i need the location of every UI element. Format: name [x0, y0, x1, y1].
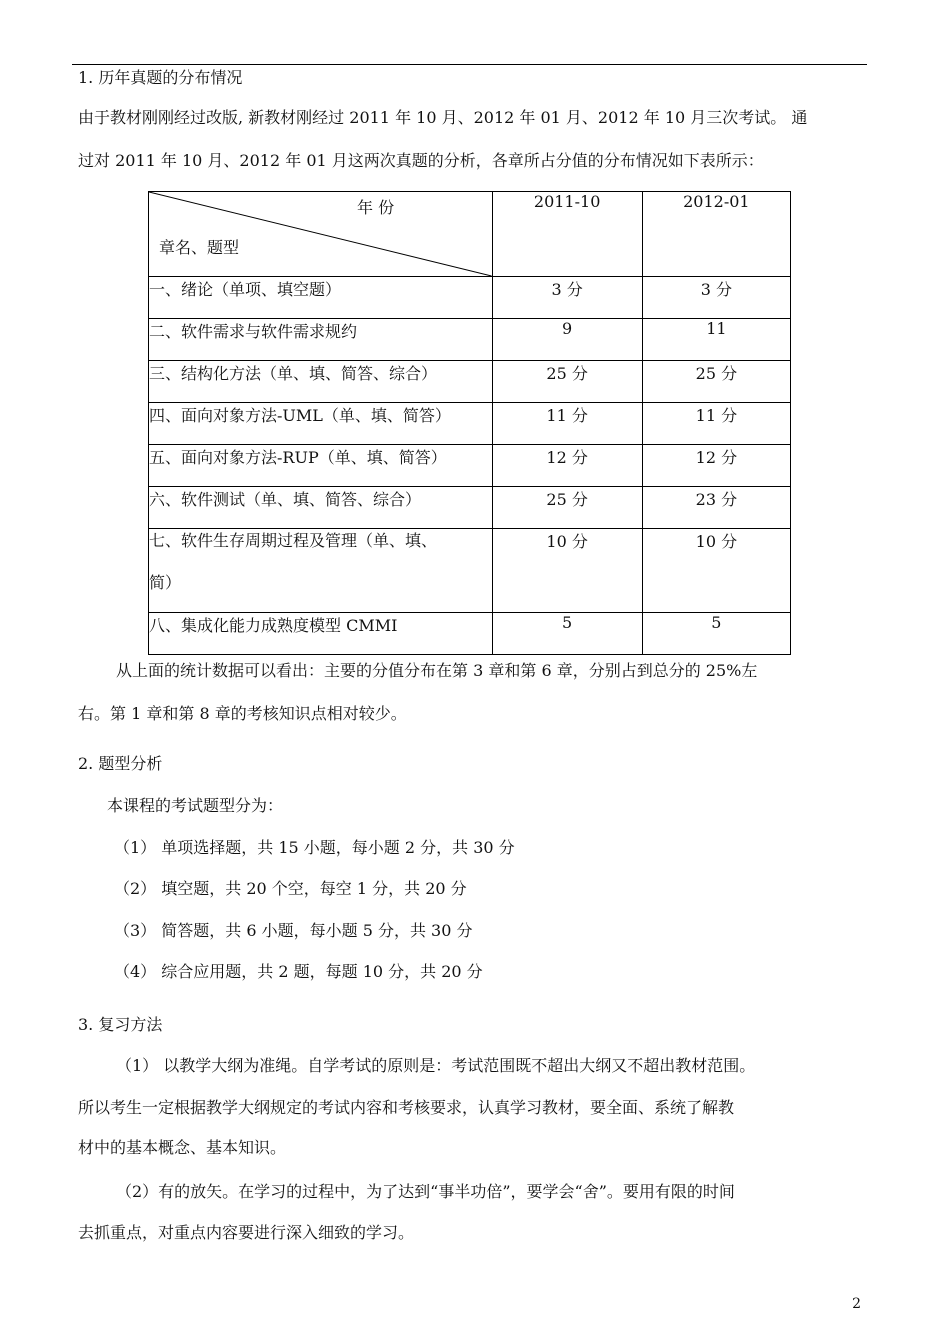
score-cell: 5: [492, 613, 642, 655]
score-cell: 12 分: [642, 445, 790, 487]
score-cell: 10 分: [642, 529, 790, 613]
method-2-line-2: 去抓重点，对重点内容要进行深入细致的学习。: [78, 1223, 415, 1242]
chapter-cell: 四、面向对象方法-UML（单、填、简答）: [149, 403, 493, 445]
header-year-label: 年 份: [357, 198, 395, 217]
score-cell: 9: [492, 319, 642, 361]
chapter-cell: [149, 529, 493, 613]
score-cell: 11 分: [492, 403, 642, 445]
header-chapter-label: 章名、题型: [159, 238, 240, 257]
intro-text-line-1: 由于教材刚刚经过改版, 新教材刚经过 2011 年 10 月、2012 年 01 月、2012 年 10 月三次考试。 通: [78, 108, 808, 127]
question-type-item: （4） 综合应用题，共 2 题，每题 10 分，共 20 分: [114, 962, 483, 981]
score-cell: 12 分: [492, 445, 642, 487]
table-corner-header: [149, 192, 493, 277]
method-2-line-1: （2）有的放矢。在学习的过程中，为了达到“事半功倍”，要学会“舍”。要用有限的时间: [116, 1182, 735, 1201]
chapter-cell: 三、结构化方法（单、填、简答、综合）: [149, 361, 493, 403]
score-cell: 25 分: [642, 361, 790, 403]
method-1-line-2: 所以考生一定根据教学大纲规定的考试内容和考核要求，认真学习教材，要全面、系统了解教: [78, 1098, 735, 1117]
score-cell: 23 分: [642, 487, 790, 529]
score-distribution-table: [148, 191, 791, 655]
summary-line-2: 右。第 1 章和第 8 章的考核知识点相对较少。: [78, 704, 407, 723]
summary-line-1: 从上面的统计数据可以看出：主要的分值分布在第 3 章和第 6 章，分别占到总分的 25%左: [116, 661, 758, 680]
table-row: [149, 319, 791, 361]
chapter-cell-line-1: 七、软件生存周期过程及管理（单、填、: [149, 531, 438, 550]
diagonal-divider: [149, 192, 492, 276]
chapter-cell: 八、集成化能力成熟度模型 CMMI: [149, 613, 493, 655]
section-heading-3: 3. 复习方法: [78, 1015, 163, 1034]
score-cell: 5: [642, 613, 790, 655]
score-cell: 3 分: [492, 277, 642, 319]
score-cell: 25 分: [492, 361, 642, 403]
question-type-item: （2） 填空题，共 20 个空，每空 1 分，共 20 分: [114, 879, 467, 898]
score-cell: 11: [642, 319, 790, 361]
column-header-2011-10: 2011-10: [492, 192, 642, 277]
chapter-cell: 二、软件需求与软件需求规约: [149, 319, 493, 361]
section-heading-1: 1. 历年真题的分布情况: [78, 68, 243, 87]
score-cell: 25 分: [492, 487, 642, 529]
method-1-line-1: （1） 以教学大纲为准绳。自学考试的原则是：考试范围既不超出大纲又不超出教材范围。: [116, 1056, 756, 1075]
page-number: 2: [852, 1296, 861, 1312]
chapter-cell: 一、绪论（单项、填空题）: [149, 277, 493, 319]
types-intro: 本课程的考试题型分为：: [107, 796, 284, 815]
question-type-item: （3） 简答题，共 6 小题，每小题 5 分，共 30 分: [114, 921, 473, 940]
table-row: [149, 361, 791, 403]
table-row: [149, 529, 791, 613]
intro-text-line-2: 过对 2011 年 10 月、2012 年 01 月这两次真题的分析，各章所占分值的分布情况如下表所示：: [78, 151, 764, 170]
chapter-cell-line-2: 简）: [149, 573, 182, 592]
section-heading-2: 2. 题型分析: [78, 754, 163, 773]
method-1-line-3: 材中的基本概念、基本知识。: [78, 1138, 287, 1157]
table-row: [149, 445, 791, 487]
score-cell: 10 分: [492, 529, 642, 613]
column-header-2012-01: 2012-01: [642, 192, 790, 277]
header-rule: [72, 64, 867, 65]
score-cell: 11 分: [642, 403, 790, 445]
question-type-item: （1） 单项选择题，共 15 小题，每小题 2 分，共 30 分: [114, 838, 515, 857]
table-row: [149, 403, 791, 445]
chapter-cell: 六、软件测试（单、填、简答、综合）: [149, 487, 493, 529]
chapter-cell: 五、面向对象方法-RUP（单、填、简答）: [149, 445, 493, 487]
score-cell: 3 分: [642, 277, 790, 319]
table-row: [149, 613, 791, 655]
table-row: [149, 277, 791, 319]
